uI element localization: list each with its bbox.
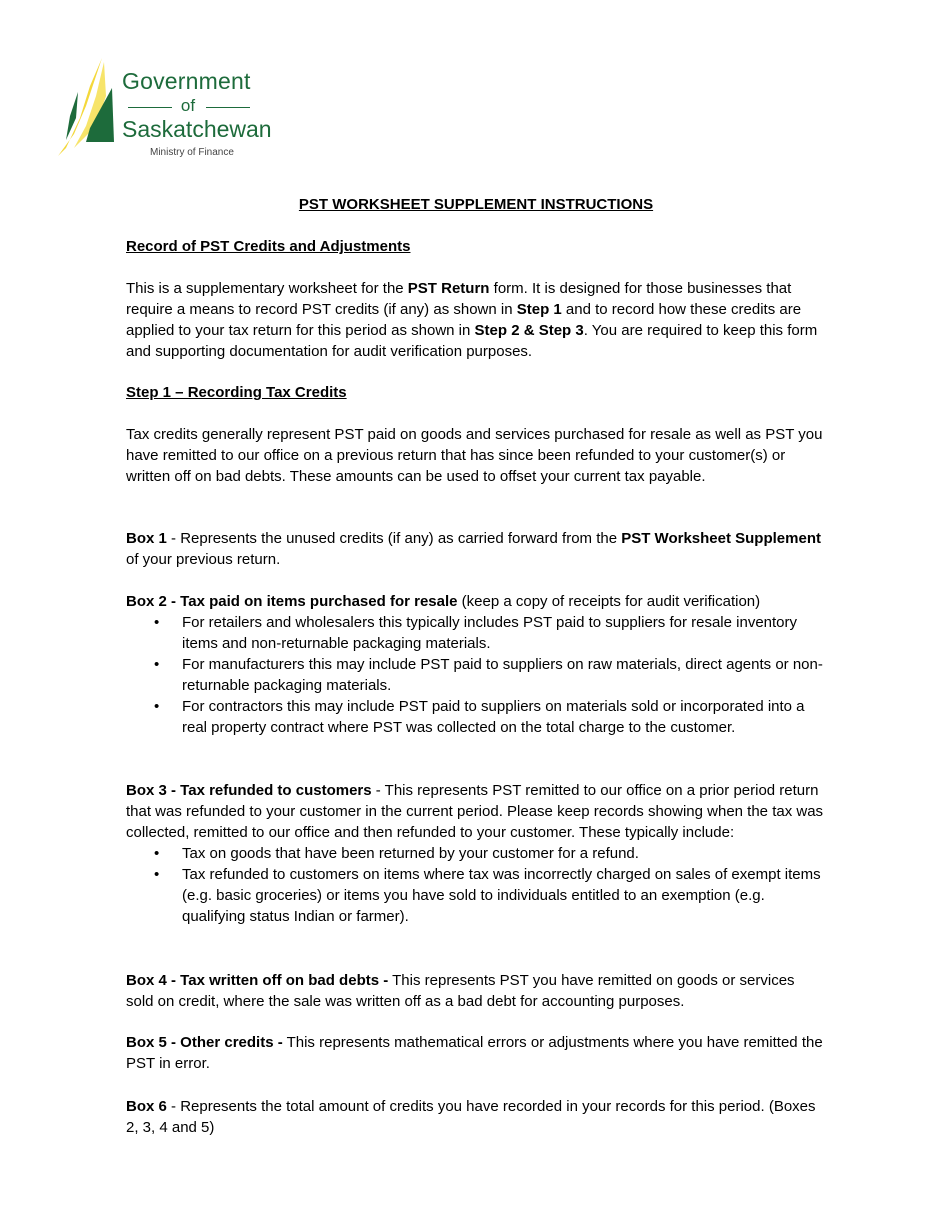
step1-heading: Step 1 – Recording Tax Credits <box>126 384 347 401</box>
box6-paragraph: Box 6 - Represents the total amount of credits you have recorded in your records for this period. (Boxes 2, 3, 4 and 5) <box>126 1098 816 1136</box>
list-item: • Tax on goods that have been returned by your customer for a refund. <box>154 845 639 862</box>
box1-paragraph: Box 1 - Represents the unused credits (if any) as carried forward from the PST Worksheet Supplement of your previous return. <box>126 530 821 568</box>
list-item: • For manufacturers this may include PST paid to suppliers on raw materials, direct agents or non-returnable packaging materials. <box>154 656 823 694</box>
logo-saskatchewan-text: Saskatchewan <box>122 116 272 142</box>
box2-bullet-list <box>126 612 826 738</box>
record-heading: Record of PST Credits and Adjustments <box>126 238 411 255</box>
government-logo <box>56 56 272 160</box>
box3-bullet-list <box>126 843 826 927</box>
wheat-leaves-icon <box>56 56 120 160</box>
list-item: • For contractors this may include PST paid to suppliers on materials sold or incorporated into a real property contract where PST was collected on the total charge to the customer. <box>154 698 805 736</box>
page-title: PST WORKSHEET SUPPLEMENT INSTRUCTIONS <box>298 196 654 213</box>
box3-paragraph: Box 3 - Tax refunded to customers - This represents PST remitted to our office on a prior period return that was refunded to your customer in the current period. Please keep records showing when the tax was collected, remitted to our office and then refunded to your customer. These typically include: <box>126 782 824 841</box>
box5-paragraph: Box 5 - Other credits - This represents mathematical errors or adjustments where you have remitted the PST in error. <box>126 1034 823 1072</box>
logo-government-text: Government <box>122 68 251 94</box>
box2-paragraph: Box 2 - Tax paid on items purchased for resale (keep a copy of receipts for audit verification) <box>126 593 761 610</box>
logo-ministry-text: Ministry of Finance <box>150 147 234 158</box>
logo-of-text: of <box>122 96 254 118</box>
box4-paragraph: Box 4 - Tax written off on bad debts - This represents PST you have remitted on goods or services sold on credit, where the sale was written off as a bad debt for accounting purposes. <box>126 972 795 1010</box>
step1-paragraph: Tax credits generally represent PST paid on goods and services purchased for resale as well as PST you have remitted to our office on a previous return that has since been refunded to your customer(s) or written off on bad debts. These amounts can be used to offset your current tax payable. <box>126 426 823 485</box>
intro-paragraph: This is a supplementary worksheet for the PST Return form. It is designed for those businesses that require a means to record PST credits (if any) as shown in Step 1 and to record how these credits are applied to your tax return for this period as shown in Step 2 & Step 3. You are required to keep this form and supporting documentation for audit verification purposes. <box>126 280 818 360</box>
list-item: • For retailers and wholesalers this typically includes PST paid to suppliers for resale inventory items and non-returnable packaging materials. <box>154 614 798 652</box>
list-item: • Tax refunded to customers on items where tax was incorrectly charged on sales of exempt items (e.g. basic groceries) or items you have sold to individuals entitled to an exemption (e.g. qualifying status Indian or farmer). <box>154 866 821 925</box>
